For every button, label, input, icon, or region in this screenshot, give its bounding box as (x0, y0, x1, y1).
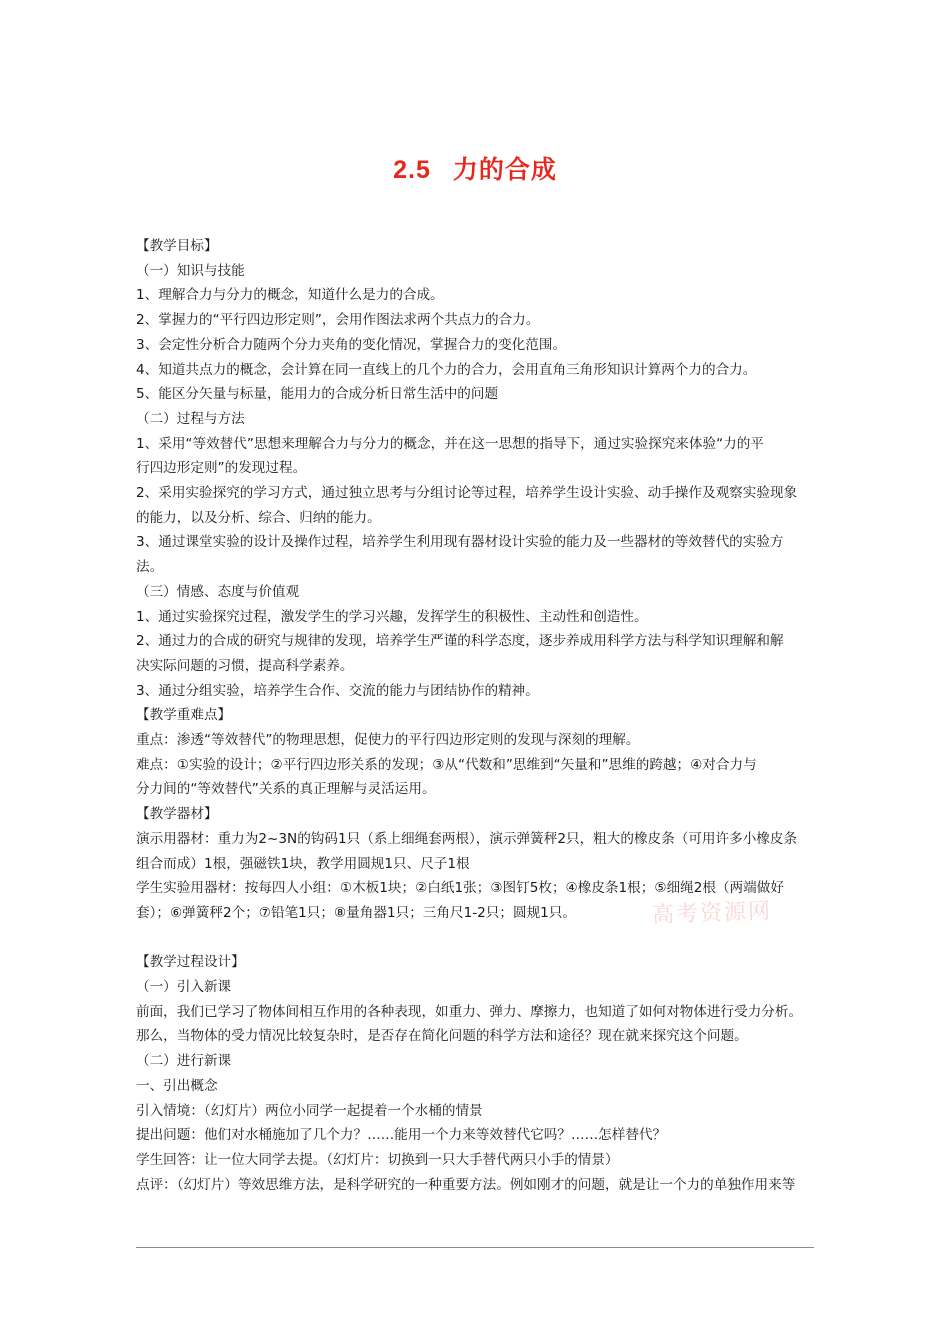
body-line: 2、通过力的合成的研究与规律的发现，培养学生严谨的科学态度，逐步养成用科学方法与科学知识理解和解 (136, 633, 784, 650)
body-line: 【教学重难点】 (136, 707, 232, 724)
body-line: 3、会定性分析合力随两个分力夹角的变化情况，掌握合力的变化范围。 (136, 336, 567, 353)
watermark: 高考资源网 (651, 898, 773, 929)
body-line: （二）进行新课 (136, 1053, 232, 1070)
body-line: （一）知识与技能 (136, 262, 245, 279)
footer-divider (136, 1247, 814, 1248)
page-title (0, 152, 950, 188)
body-line: （一）引入新课 (136, 979, 232, 996)
body-line: 那么，当物体的受力情况比较复杂时，是否存在简化问题的科学方法和途径？现在就来探究这个问题。 (136, 1028, 748, 1045)
body-line: 的能力，以及分析、综合、归纳的能力。 (136, 509, 381, 526)
body-line: 一、引出概念 (136, 1077, 218, 1094)
body-line: 引入情境：（幻灯片）两位小同学一起提着一个水桶的情景 (136, 1102, 483, 1119)
body-line: 前面，我们已学习了物体间相互作用的各种表现，如重力、弹力、摩擦力，也知道了如何对物体进行受力分析。 (136, 1003, 803, 1020)
body-line: 法。 (136, 559, 164, 576)
body-line: 【教学过程设计】 (136, 954, 245, 971)
body-line: 2、掌握力的“平行四边形定则”，会用作图法求两个共点力的合力。 (136, 312, 540, 329)
body-line: 行四边形定则”的发现过程。 (136, 460, 307, 477)
body-line: 演示用器材：重力为2~3N的钩码1只（系上细绳套两根），演示弹簧秤2只，粗大的橡皮条（可用许多小橡皮条 (136, 830, 798, 847)
body-line: 学生实验用器材：按每四人小组：①木板1块；②白纸1张；③图钉5枚；④橡皮条1根；⑤细绳2根（两端做好 (136, 880, 784, 897)
body-line: 套）；⑥弹簧秤2个；⑦铅笔1只；⑧量角器1只；三角尺1-2只；圆规1只。 (136, 904, 576, 921)
body-line: 5、能区分矢量与标量，能用力的合成分析日常生活中的问题 (136, 386, 499, 403)
body-line: 学生回答：让一位大同学去提。（幻灯片：切换到一只大手替代两只小手的情景） (136, 1152, 619, 1168)
body-line: 4、知道共点力的概念，会计算在同一直线上的几个力的合力，会用直角三角形知识计算两个力的合力。 (136, 361, 757, 378)
body-line: 难点：①实验的设计；②平行四边形关系的发现；③从“代数和”思维到“矢量和”思维的跨越；④对合力与 (136, 756, 757, 773)
body-line: 分力间的“等效替代”关系的真正理解与灵活运用。 (136, 781, 436, 798)
body-line: 点评：（幻灯片）等效思维方法，是科学研究的一种重要方法。例如刚才的问题，就是让一个力的单独作用来等 (136, 1176, 796, 1193)
body-line: 3、通过分组实验，培养学生合作、交流的能力与团结协作的精神。 (136, 682, 539, 699)
body-line: 【教学目标】 (136, 238, 218, 254)
title-text: 力的合成 (452, 155, 557, 184)
body-line: 1、理解合力与分力的概念，知道什么是力的合成。 (136, 287, 444, 304)
body-line: 【教学器材】 (136, 806, 218, 823)
blank-line (136, 926, 816, 951)
document-body (136, 234, 816, 1197)
body-line: 提出问题：他们对水桶施加了几个力？……能用一个力来等效替代它吗？……怎样替代？ (136, 1127, 667, 1144)
body-line: 重点：渗透“等效替代”的物理思想，促使力的平行四边形定则的发现与深刻的理解。 (136, 732, 640, 749)
body-line: 1、采用“等效替代”思想来理解合力与分力的概念，并在这一思想的指导下，通过实验探究来体验“力的平 (136, 435, 764, 452)
body-line: 2、采用实验探究的学习方式，通过独立思考与分组讨论等过程，培养学生设计实验、动手操作及观察实验现象 (136, 485, 798, 502)
body-line: （二）过程与方法 (136, 410, 245, 427)
body-line: 决实际问题的习惯，提高科学素养。 (136, 657, 354, 674)
body-line: 1、通过实验探究过程，激发学生的学习兴趣，发挥学生的积极性、主动性和创造性。 (136, 608, 648, 625)
body-line: 3、通过课堂实验的设计及操作过程，培养学生利用现有器材设计实验的能力及一些器材的等效替代的实验方 (136, 534, 784, 551)
body-line: 组合而成）1根，强磁铁1块，教学用圆规1只、尺子1根 (136, 855, 470, 872)
title-number: 2.5 (393, 156, 431, 184)
body-line: （三）情感、态度与价值观 (136, 583, 300, 600)
